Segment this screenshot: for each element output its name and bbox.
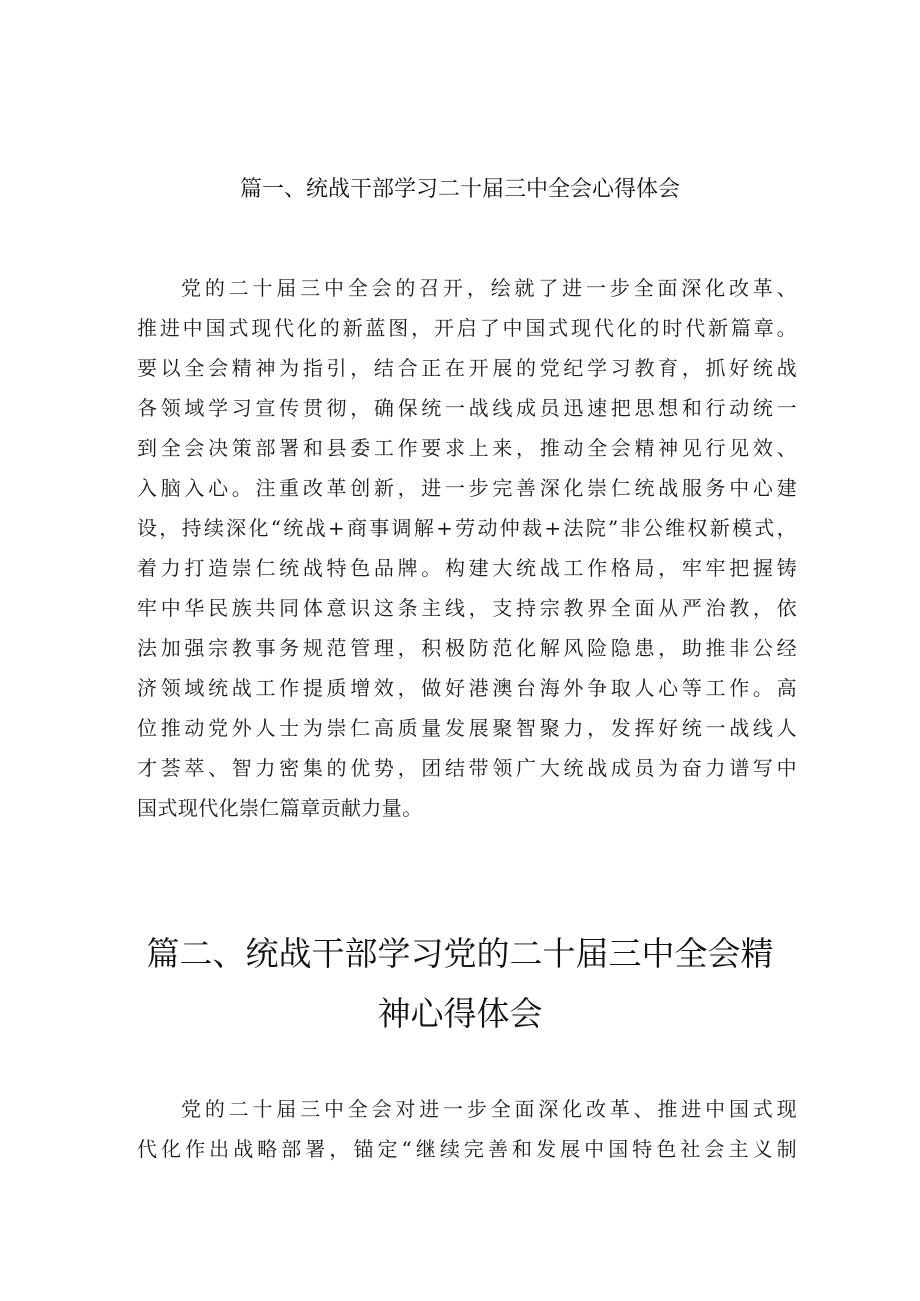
section-2-title-line: 篇二、统战干部学习党的二十届三中全会精 bbox=[146, 934, 774, 973]
paragraph-line: 入脑入心。注重改革创新，进一步完善深化崇仁统战服务中心建 bbox=[137, 476, 797, 500]
paragraph-line: 济领域统战工作提质增效，做好港澳台海外争取人心等工作。高 bbox=[137, 676, 797, 700]
paragraph-line: 国式现代化崇仁篇章贡献力量。 bbox=[137, 796, 423, 820]
paragraph-line: 设，持续深化“统战+商事调解+劳动仲裁+法院”非公维权新模式， bbox=[137, 516, 797, 540]
paragraph-line: 位推动党外人士为崇仁高质量发展聚智聚力，发挥好统一战线人 bbox=[137, 716, 797, 740]
paragraph-line: 党的二十届三中全会对进一步全面深化改革、推进中国式现 bbox=[181, 1097, 797, 1121]
section-2-title-line: 神心得体会 bbox=[377, 994, 543, 1033]
section-2-paragraph bbox=[137, 1089, 797, 1169]
paragraph-line: 代化作出战略部署，锚定“继续完善和发展中国特色社会主义制 bbox=[137, 1137, 797, 1161]
paragraph-line: 着力打造崇仁统战特色品牌。构建大统战工作格局，牢牢把握铸 bbox=[137, 556, 797, 580]
paragraph-line: 牢中华民族共同体意识这条主线，支持宗教界全面从严治教，依 bbox=[137, 596, 797, 620]
paragraph-line: 要以全会精神为指引，结合正在开展的党纪学习教育，抓好统战 bbox=[137, 356, 797, 380]
paragraph-line: 各领域学习宣传贯彻，确保统一战线成员迅速把思想和行动统一 bbox=[137, 396, 797, 420]
paragraph-line: 才荟萃、智力密集的优势，团结带领广大统战成员为奋力谱写中 bbox=[137, 756, 797, 780]
section-1-title: 篇一、统战干部学习二十届三中全会心得体会 bbox=[239, 177, 680, 202]
paragraph-line: 法加强宗教事务规范管理，积极防范化解风险隐患，助推非公经 bbox=[137, 636, 797, 660]
paragraph-line: 推进中国式现代化的新蓝图，开启了中国式现代化的时代新篇章。 bbox=[137, 316, 797, 340]
paragraph-line: 到全会决策部署和县委工作要求上来，推动全会精神见行见效、 bbox=[137, 436, 797, 460]
paragraph-line: 党的二十届三中全会的召开，绘就了进一步全面深化改革、 bbox=[181, 276, 797, 300]
section-2-title bbox=[130, 924, 790, 1044]
section-1-paragraph bbox=[137, 268, 797, 828]
